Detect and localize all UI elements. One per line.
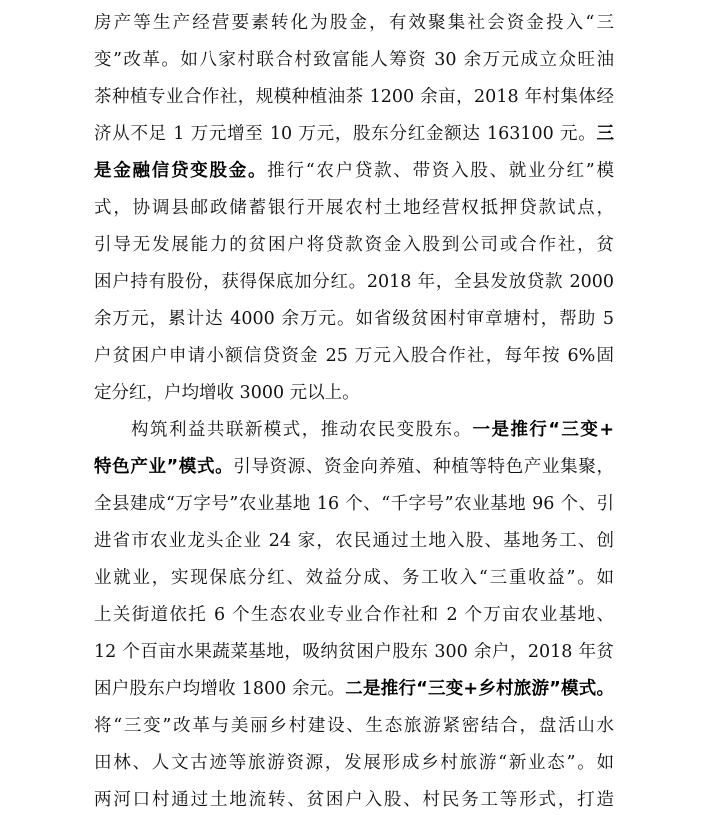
text-line — [94, 193, 614, 223]
text-line — [94, 637, 614, 667]
body-text: 引导资源、资金向养殖、种植等特色产业集聚， — [233, 457, 614, 477]
text-line — [94, 45, 614, 75]
text-line — [94, 82, 614, 112]
body-text: 进省市农业龙头企业 24 家，农民通过土地入股、基地务工、创 — [94, 531, 614, 551]
text-line — [94, 748, 614, 778]
text-line — [94, 452, 614, 482]
bold-heading-text: 是金融信贷变股金。 — [94, 161, 268, 181]
body-text: 引导无发展能力的贫困户将贷款资金入股到公司或合作社，贫 — [94, 235, 614, 255]
text-line — [94, 711, 614, 741]
text-line — [94, 230, 614, 260]
body-text: 式，协调县邮政储蓄银行开展农村土地经营权抵押贷款试点， — [94, 198, 614, 218]
bold-heading-text: 三 — [596, 124, 614, 144]
body-text: 房产等生产经营要素转化为股金，有效聚集社会资金投入“三 — [94, 13, 614, 33]
text-line — [94, 267, 614, 297]
body-text: 济从不足 1 万元增至 10 万元，股东分红金额达 163100 元。 — [94, 124, 597, 144]
body-text: 田林、人文古迹等旅游资源，发展形成乡村旅游“新业态”。如 — [94, 753, 614, 773]
text-line — [94, 526, 614, 556]
text-line — [94, 563, 614, 593]
body-text: 茶种植专业合作社，规模种植油茶 1200 余亩，2018 年村集体经 — [94, 87, 614, 107]
bold-heading-text: 特色产业”模式。 — [94, 457, 234, 477]
body-text: 困户股东户均增收 1800 余元。 — [94, 679, 346, 699]
text-line — [94, 600, 614, 630]
text-line — [94, 156, 614, 186]
body-text: 业就业，实现保底分红、效益分成、务工收入“三重收益”。如 — [94, 568, 614, 588]
body-text: 构筑利益共联新模式，推动农民变股东。 — [131, 420, 473, 440]
text-line — [94, 304, 614, 334]
text-line — [94, 489, 614, 519]
text-line — [94, 674, 614, 704]
body-text: 两河口村通过土地流转、贫困户入股、村民务工等形式，打造 — [94, 790, 614, 810]
body-text: 户贫困户申请小额信贷资金 25 万元入股合作社，每年按 6%固 — [94, 346, 614, 366]
body-text: 上关街道依托 6 个生态农业专业合作社和 2 个万亩农业基地、 — [94, 605, 614, 625]
body-text: 定分红，户均增收 3000 元以上。 — [94, 383, 360, 403]
text-line — [131, 415, 614, 445]
body-text: 余万元，累计达 4000 余万元。如省级贫困村审章塘村，帮助 5 — [94, 309, 614, 329]
body-text: 全县建成“万字号”农业基地 16 个、“千字号”农业基地 96 个、引 — [94, 494, 614, 514]
body-text: 推行“农户贷款、带资入股、就业分红”模 — [267, 161, 614, 181]
text-line — [94, 119, 614, 149]
text-line — [94, 8, 614, 38]
body-text: 12 个百亩水果蔬菜基地，吸纳贫困户股东 300 余户，2018 年贫 — [94, 642, 614, 662]
text-line — [94, 378, 614, 408]
text-line — [94, 341, 614, 371]
text-line — [94, 785, 614, 815]
body-text: 将“三变”改革与美丽乡村建设、生态旅游紧密结合，盘活山水 — [94, 716, 614, 736]
bold-heading-text: 二是推行“三变+乡村旅游”模式。 — [345, 679, 614, 699]
bold-heading-text: 一是推行“三变+ — [472, 420, 614, 440]
body-text: 困户持有股份，获得保底加分红。2018 年，全县发放贷款 2000 — [94, 272, 614, 292]
body-text: 变”改革。如八家村联合村致富能人筹资 30 余万元成立众旺油 — [94, 50, 614, 70]
